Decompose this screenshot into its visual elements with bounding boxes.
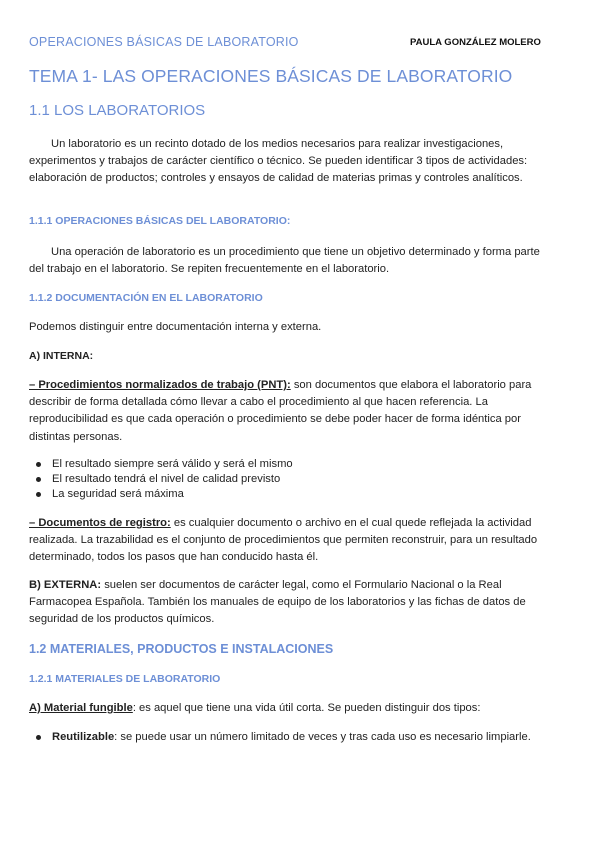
pnt-benefits-list xyxy=(29,457,544,502)
header-document-title: OPERACIONES BÁSICAS DE LABORATORIO xyxy=(29,35,299,49)
list-item: Reutilizable: se puede usar un número limitado de veces y tras cada uso es necesario limpiarle. xyxy=(29,729,544,745)
pnt-term: – Procedimientos normalizados de trabajo (PNT): xyxy=(29,379,291,391)
externa-term: B) EXTERNA: xyxy=(29,579,102,591)
fungible-description: : es aquel que tiene una vida útil corta. Se pueden distinguir dos tipos: xyxy=(132,702,481,714)
section-heading-1-1-1: 1.1.1 OPERACIONES BÁSICAS DEL LABORATORIO: xyxy=(29,215,291,227)
paragraph-pnt xyxy=(29,377,544,446)
paragraph-material-fungible xyxy=(29,700,544,717)
section-heading-1-1-2: 1.1.2 DOCUMENTACIÓN EN EL LABORATORIO xyxy=(29,292,263,304)
registro-term: – Documentos de registro: xyxy=(29,517,171,529)
fungible-term: A) Material fungible xyxy=(29,702,133,714)
fungible-types-list xyxy=(29,729,544,745)
list-item: El resultado tendrá el nivel de calidad previsto xyxy=(29,472,544,487)
section-heading-1-1: 1.1 LOS LABORATORIOS xyxy=(29,102,206,119)
list-item: La seguridad será máxima xyxy=(29,487,544,502)
section-heading-1-2-1: 1.2.1 MATERIALES DE LABORATORIO xyxy=(29,673,221,685)
section-heading-1-2: 1.2 MATERIALES, PRODUCTOS E INSTALACIONES xyxy=(29,642,334,656)
paragraph-laboratorios: Un laboratorio es un recinto dotado de los medios necesarios para realizar investigaciones, experimentos y trabajos de carácter científico o técnico. Se pueden identificar 3 tipos de actividades: elaboración de productos; controles y ensayos de calidad de materias primas y controles analíticos. xyxy=(29,138,528,185)
bullet-icon xyxy=(36,477,41,482)
pnt-description: son documentos que elabora el laboratorio para describir de forma detallada cómo llevar a cabo el procedimiento al que hacen referencia. La reproducibilidad es que cada operación o procedimiento se debe poder hacer de forma idéntica por distintas personas. xyxy=(29,379,532,443)
bullet-icon xyxy=(36,735,41,740)
paragraph-documentos-registro xyxy=(29,515,544,567)
list-item: El resultado siempre será válido y será el mismo xyxy=(29,457,544,472)
paragraph-documentacion-intro: Podemos distinguir entre documentación interna y externa. xyxy=(29,321,322,333)
registro-description: es cualquier documento o archivo en el cual quede reflejada la actividad realizada. La trazabilidad es el conjunto de procedimientos que permiten reconstruir, para un resultado determinado, todos los pasos que han conducido hasta él. xyxy=(29,517,538,564)
label-interna: A) INTERNA: xyxy=(29,350,94,362)
bullet-icon xyxy=(36,492,41,497)
paragraph-externa xyxy=(29,577,544,629)
header-author: PAULA GONZÁLEZ MOLERO xyxy=(410,37,541,48)
bullet-icon xyxy=(36,462,41,467)
paragraph-operaciones: Una operación de laboratorio es un procedimiento que tiene un objetivo determinado y forma parte del trabajo en el laboratorio. Se repiten frecuentemente en el laboratorio. xyxy=(29,246,540,276)
externa-description: suelen ser documentos de carácter legal, como el Formulario Nacional o la Real Farmacopea Española. También los manuales de equipo de los laboratorios y las fichas de datos de seguridad de los productos químicos. xyxy=(29,579,526,626)
page-title: TEMA 1- LAS OPERACIONES BÁSICAS DE LABORATORIO xyxy=(29,66,513,86)
